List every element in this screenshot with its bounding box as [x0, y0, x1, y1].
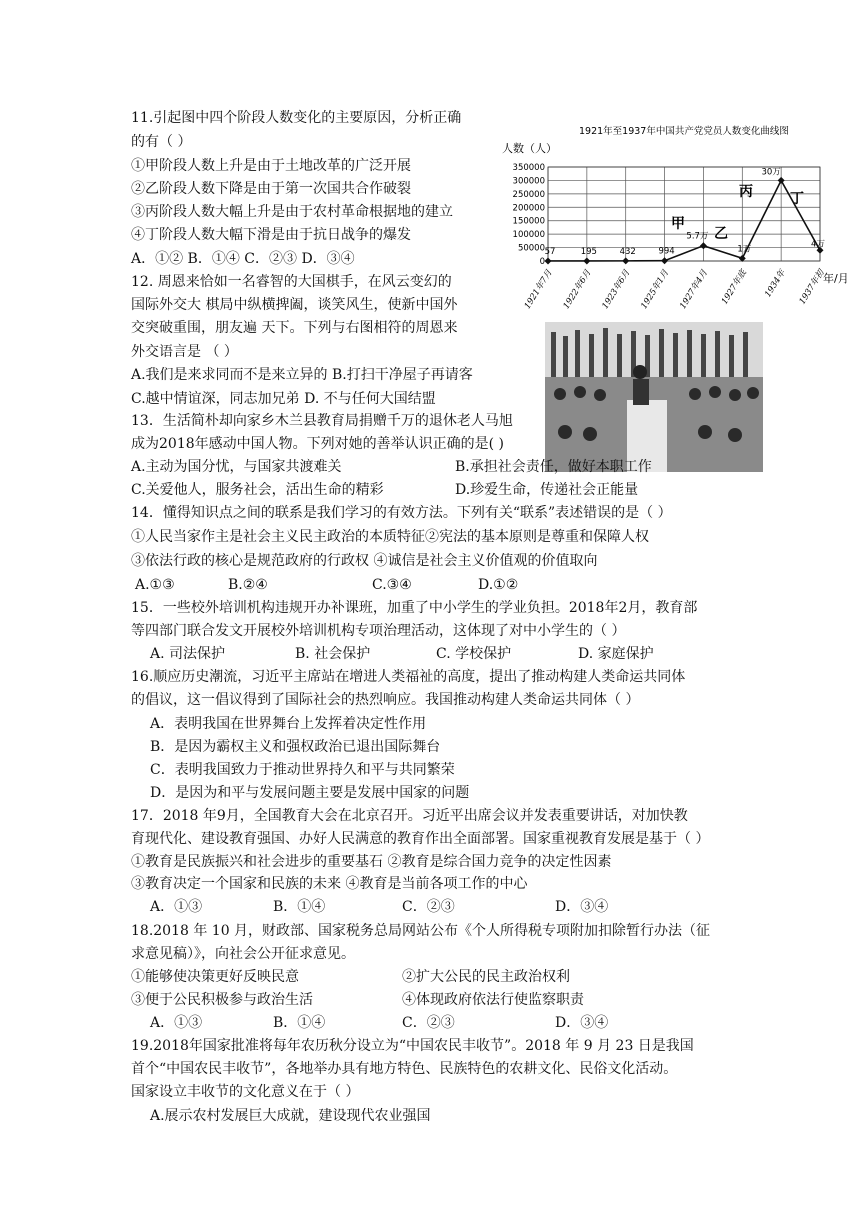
data-label: 30万 — [761, 167, 781, 178]
q19-line1: 19.2018年国家批准将每年农历秋分设立为“中国农民丰收节”。2018 年 9 月 23 日是我国 — [131, 1038, 694, 1054]
q14-line1: 14．懂得知识点之间的联系是我们学习的有效方法。下列有关“联系”表述错误的是（ ） — [131, 505, 672, 521]
q19-line2: 首个“中国农民丰收节”，各地举办具有地方特色、民族特色的农耕文化、民俗文化活动。 — [131, 1061, 678, 1077]
q11-option-4: ④丁阶段人数大幅下滑是由于抗日战争的爆发 — [131, 227, 411, 243]
q18-option-a: A．①③ — [150, 1015, 203, 1031]
q11-stem-line2: 的有（ ） — [131, 134, 192, 150]
q17-options-12: ①教育是民族振兴和社会进步的重要基石 ②教育是综合国力竞争的决定性因素 — [131, 854, 612, 870]
q18-option-2: ②扩大公民的民主政治权利 — [402, 969, 570, 985]
q14-line2: ①人民当家作主是社会主义民主政治的本质特征②宪法的基本原则是尊重和保障人权 — [131, 529, 649, 545]
q15-option-d: D. 家庭保护 — [578, 646, 654, 662]
q19-line3: 国家设立丰收节的文化意义在于（ ） — [131, 1084, 360, 1100]
q11-stem-line1: 11.引起图中四个阶段人数变化的主要原因，分析正确 — [131, 110, 462, 126]
q16-line1: 16.顺应历史潮流，习近平主席站在增进人类福祉的高度，提出了推动构建人类命运共同体 — [131, 669, 686, 685]
q18-option-1: ①能够使决策更好反映民意 — [131, 969, 299, 985]
q13-line1: 13．生活简朴却向家乡木兰县教育局捐赠千万的退休老人马旭 — [131, 413, 513, 429]
q16-option-a: A．表明我国在世界舞台上发挥着决定性作用 — [150, 716, 427, 732]
x-tick-label: 1921年7月 — [522, 268, 555, 311]
y-tick-label: 300000 — [512, 176, 545, 187]
data-point — [778, 177, 785, 184]
y-tick-label: 0 — [539, 257, 545, 267]
y-tick-label: 200000 — [512, 203, 545, 214]
stage-label: 丙 — [739, 184, 753, 200]
q12-line4: 外交语言是 （ ） — [131, 344, 238, 360]
q15-line1: 15．一些校外培训机构违规开办补课班，加重了中小学生的学业负担。2018年2月，教育部 — [131, 600, 698, 616]
q12-options-ab: A.我们是来求同而不是来立异的 B.打扫干净屋子再请客 — [131, 367, 473, 383]
q12-line3: 交突破重围，朋友遍 天下。下列与右图相符的周恩来 — [131, 320, 458, 336]
q15-line2: 等四部门联合发文开展校外培训机构专项治理活动，这体现了对中小学生的（ ） — [131, 623, 626, 639]
q11-option-2: ②乙阶段人数下降是由于第一次国共合作破裂 — [131, 181, 411, 197]
q17-option-b: B．①④ — [273, 899, 326, 915]
q16-option-b: B．是因为霸权主义和强权政治已退出国际舞台 — [150, 739, 441, 755]
data-point — [661, 257, 668, 264]
q16-option-c: C．表明我国致力于推动世界持久和平与共同繁荣 — [150, 762, 455, 778]
q16-option-d: D．是因为和平与发展问题主要是发展中国家的问题 — [150, 785, 470, 801]
x-tick-label: 1927年底 — [719, 268, 749, 307]
q12-line1: 12. 周恩来恰如一名睿智的大国棋手，在风云变幻的 — [131, 274, 452, 290]
q13-option-d: D.珍爱生命，传递社会正能量 — [455, 482, 639, 498]
q17-option-a: A．①③ — [150, 899, 203, 915]
y-tick-label: 150000 — [512, 216, 545, 227]
q18-line1: 18.2018 年 10 月，财政部、国家税务总局网站公布《个人所得税专项附加扣除暂行办法（征 — [131, 923, 711, 939]
zhou-enlai-conference-photo — [545, 322, 763, 472]
q14-option-b: B.②④ — [228, 577, 268, 593]
q15-option-c: C. 学校保护 — [436, 646, 512, 662]
y-tick-label: 50000 — [517, 243, 545, 254]
q17-option-c: C．②③ — [402, 899, 455, 915]
q14-option-c: C.③④ — [372, 577, 412, 593]
x-tick-label: 1927年4月 — [678, 268, 710, 311]
q13-line2: 成为2018年感动中国人物。下列对她的善举认识正确的是( ) — [131, 436, 505, 452]
q14-line3: ③依法行政的核心是规范政府的行政权 ④诚信是社会主义价值观的价值取向 — [131, 553, 598, 569]
stage-label: 丁 — [790, 191, 804, 207]
q12-options-cd: C.越中情谊深，同志加兄弟 D. 不与任何大国结盟 — [131, 391, 436, 407]
data-point — [583, 257, 590, 264]
y-tick-label: 250000 — [512, 189, 545, 200]
y-tick-label: 350000 — [512, 163, 545, 173]
data-label: 5.7万 — [686, 231, 709, 242]
data-label: 195 — [580, 246, 597, 257]
stage-label: 乙 — [714, 226, 728, 242]
data-label: 57 — [544, 246, 556, 257]
q12-line2: 国际外交大 棋局中纵横捭阖，谈笑风生，使新中国外 — [131, 297, 458, 313]
data-point — [545, 257, 552, 264]
y-axis-label: 人数（人） — [502, 142, 557, 155]
x-axis-label: 年/月 — [823, 272, 849, 285]
x-tick-label: 1923年6月 — [600, 268, 633, 311]
q17-line2: 育现代化、建设教育强国、办好人民满意的教育作出全面部署。国家重视教育发展是基于（ ） — [131, 831, 710, 847]
q18-option-3: ③便于公民积极参与政治生活 — [131, 992, 313, 1008]
q11-choices: A．①② B．①④ C．②③ D．③④ — [131, 251, 355, 267]
q18-option-d: D．③④ — [555, 1015, 609, 1031]
q18-line2: 求意见稿）》，向社会公开征求意见。 — [131, 946, 355, 962]
q11-option-1: ①甲阶段人数上升是由于土地改革的广泛开展 — [131, 158, 411, 174]
q16-line2: 的倡议，这一倡议得到了国际社会的热烈响应。我国推动构建人类命运共同体（ ） — [131, 692, 640, 708]
q17-option-d: D．③④ — [555, 899, 609, 915]
data-label: 1万 — [737, 244, 752, 255]
x-tick-label: 1937年初 — [797, 268, 827, 307]
q13-option-c: C.关爱他人，服务社会，活出生命的精彩 — [131, 482, 384, 498]
q14-option-d: D.①② — [478, 577, 519, 593]
y-tick-label: 100000 — [512, 230, 545, 241]
q15-option-b: B. 社会保护 — [295, 646, 371, 662]
data-label: 4万 — [811, 239, 825, 250]
q14-option-a: A.①③ — [135, 577, 175, 593]
q18-option-b: B．①④ — [273, 1015, 326, 1031]
q18-option-c: C．②③ — [402, 1015, 455, 1031]
q11-option-3: ③丙阶段人数大幅上升是由于农村革命根据地的建立 — [131, 204, 453, 220]
data-label: 432 — [619, 246, 636, 257]
data-label: 994 — [658, 246, 675, 257]
stage-label: 甲 — [671, 216, 685, 232]
chart-title: 1921年至1937年中国共产党党员人数变化曲线图 — [579, 126, 789, 137]
x-tick-label: 1925年1月 — [639, 268, 672, 311]
party-membership-line-chart — [495, 122, 849, 327]
data-point — [622, 257, 629, 264]
x-tick-label: 1934年 — [763, 268, 788, 300]
q13-option-b: B.承担社会责任，做好本职工作 — [455, 459, 652, 475]
q15-option-a: A. 司法保护 — [150, 646, 226, 662]
data-point — [700, 242, 707, 249]
q13-option-a: A.主动为国分忧，与国家共渡难关 — [131, 459, 342, 475]
x-tick-label: 1922年6月 — [561, 268, 594, 311]
q19-option-a: A.展示农村发展巨大成就，建设现代农业强国 — [150, 1108, 431, 1124]
q17-line1: 17．2018 年9月，全国教育大会在北京召开。习近平出席会议并发表重要讲话，对加快教 — [131, 808, 688, 824]
q18-option-4: ④体现政府依法行使监察职责 — [402, 992, 584, 1008]
q17-options-34: ③教育决定一个国家和民族的未来 ④教育是当前各项工作的中心 — [131, 876, 528, 892]
